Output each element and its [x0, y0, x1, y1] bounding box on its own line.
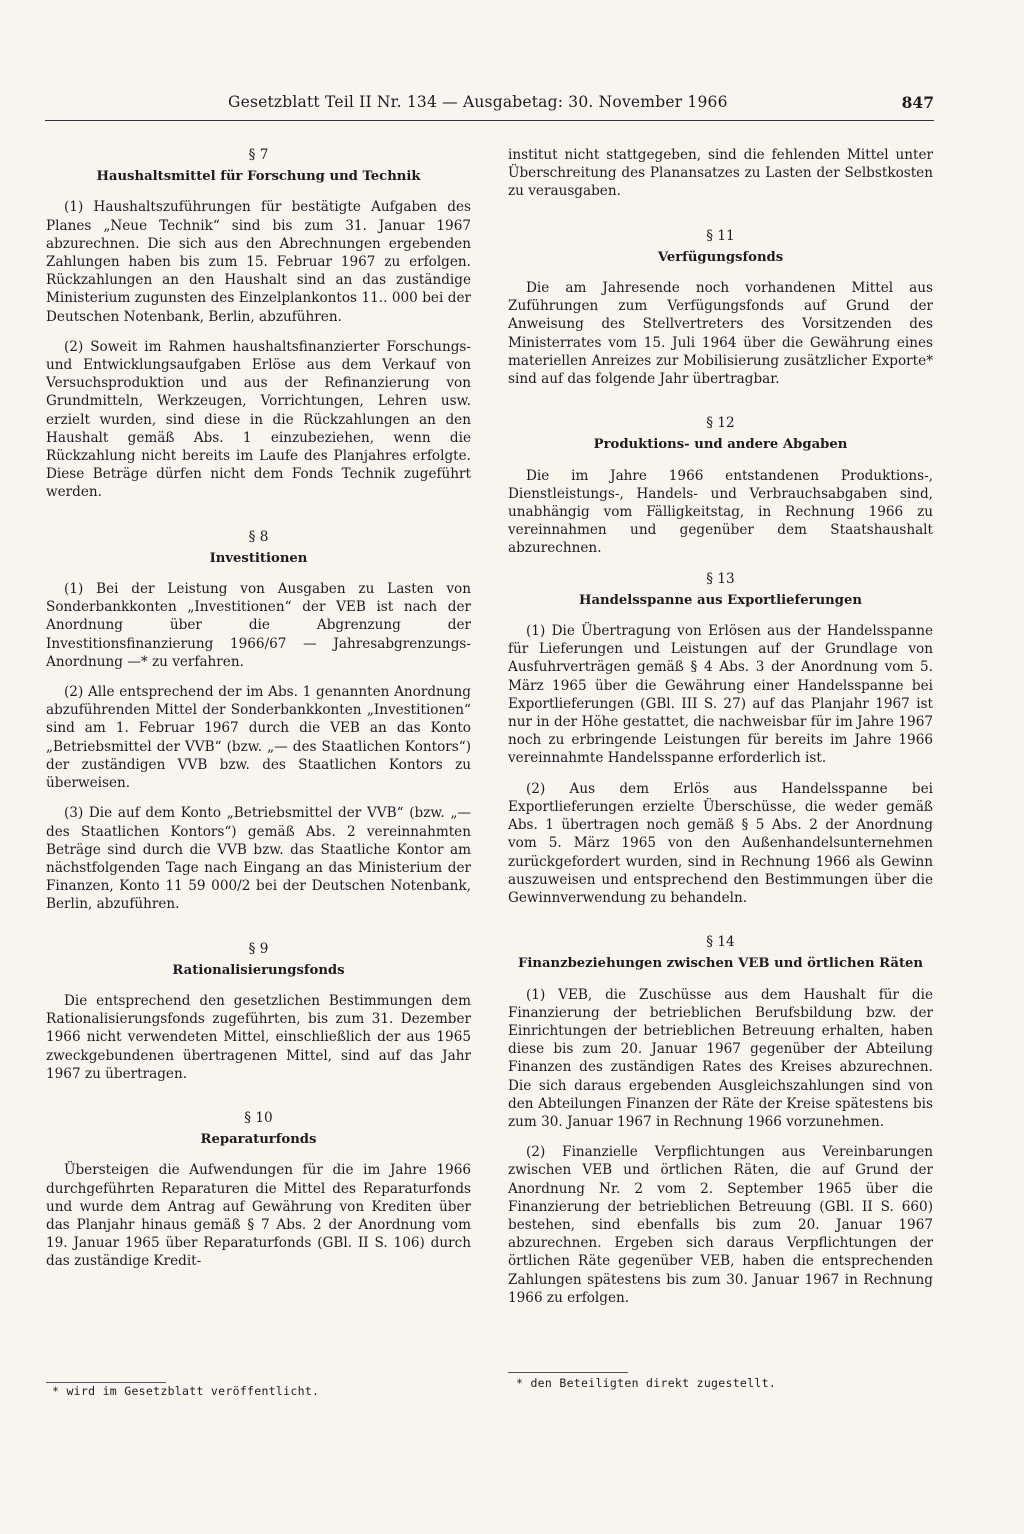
- section-11-paragraph-1: Die am Jahresende noch vorhandenen Mittel aus Zuführungen zum Verfügungsfonds auf Grund der Anweisung des Stellvertreters des Vorsitzenden des Ministerrates vom 15. Juli 1964 über die Gewährung eines materiellen Anreizes zur Mobilisierung zusätzlicher Exporte* sind auf das folgende Jahr übertragbar.: [508, 280, 933, 388]
- section-10-title: Reparaturfonds: [200, 1132, 317, 1148]
- section-12-number: § 12: [706, 415, 735, 432]
- section-14-paragraph-1: (1) VEB, die Zuschüsse aus dem Haushalt für die Finanzierung der betrieblichen Berufsbildung bzw. der Einrichtungen der betrieblichen Betreuung erhalten, haben diese bis zum 20. Januar 1967 gegenüber der Abteilung Finanzen des zuständigen Rates des Kreises abzurechnen. Die sich daraus ergebenden Ausgleichszahlungen sind von den Abteilungen Finanzen der Räte der Kreise spätestens bis zum 30. Januar 1967 in Rechnung 1966 vorzunehmen.: [508, 986, 933, 1130]
- right-column: [508, 146, 933, 1307]
- section-11-title: Verfügungsfonds: [657, 249, 784, 265]
- right-footnote: * den Beteiligten direkt zugestellt.: [516, 1376, 777, 1390]
- section-13-paragraph-2: (2) Aus dem Erlös aus Handelsspanne bei Exportlieferungen erzielte Überschüsse, die weder gemäß Abs. 1 übertragen noch gemäß § 5 Abs. 2 der Anordnung vom 5. März 1965 von den Außenhandelsunternehmen zurückgefordert wurden, sind in Rechnung 1966 als Gewinn auszuweisen und entsprechend den Bestimmungen über die Gewinnverwendung zu behandeln.: [508, 780, 933, 906]
- section-7-number: § 7: [248, 147, 269, 163]
- section-9-paragraph-1: Die entsprechend den gesetzlichen Bestimmungen dem Rationalisierungsfonds zugeführten, bis zum 31. Dezember 1966 nicht verwendeten Mittel, einschließlich der aus 1965 zweckgebundenen übertragenen Mittel, sind auf das Jahr 1967 zu übertragen.: [46, 992, 471, 1082]
- section-10-paragraph-1: Übersteigen die Aufwendungen für die im Jahre 1966 durchgeführten Reparaturen die Mittel des Reparaturfonds und wurde dem Antrag auf Gewährung von Krediten über das Planjahr hinaus gemäß § 7 Abs. 2 der Anordnung vom 19. Januar 1965 über Reparaturfonds (GBl. II S. 106) durch das zuständige Kredit-: [46, 1162, 471, 1270]
- page-header: [228, 93, 934, 119]
- section-9-number: § 9: [248, 940, 269, 957]
- right-footnote-rule: [508, 1372, 628, 1373]
- section-13-number: § 13: [706, 570, 735, 587]
- section-12-paragraph-1: Die im Jahre 1966 entstandenen Produktions-, Dienstleistungs-, Handels- und Verbrauchsabgaben sind, unabhängig vom Fälligkeitstag, in Rechnung 1966 zu vereinnahmen und gegenüber dem Staatshaushalt abzurechnen.: [508, 467, 933, 557]
- section-7-title: Haushaltsmittel für Forschung und Technik: [96, 169, 421, 185]
- continuation-paragraph: institut nicht stattgegeben, sind die fehlenden Mittel unter Überschreitung des Planansatzes zu Lasten der Selbstkosten zu verausgaben.: [508, 147, 933, 200]
- section-7-paragraph-2: (2) Soweit im Rahmen haushaltsfinanzierter Forschungs- und Entwicklungsaufgaben Erlöse aus dem Verkauf von Versuchsproduktion und aus der Refinanzierung von Grundmitteln, Werkzeugen, Vorrichtungen, Lehren usw. erzielt wurden, sind diese in die Rückzahlungen an den Haushalt gemäß Abs. 1 einzubeziehen, wenn die Rückzahlung nicht bereits im Laufe des Planjahres erfolgte. Diese Beträge dürfen nicht dem Fonds Technik zugeführt werden.: [46, 338, 471, 501]
- section-8-title: Investitionen: [209, 550, 308, 566]
- left-column: [46, 146, 471, 1271]
- section-8-paragraph-3: (3) Die auf dem Konto „Betriebsmittel der VVB“ (bzw. „— des Staatlichen Kontors“) gemäß Abs. 2 vereinnahmten Beträge sind durch die VVB bzw. das Staatliche Kontor am nächstfolgenden Tage nach Eingang an das Ministerium der Finanzen, Konto 11 59 000/2 bei der Deutschen Notenbank, Berlin, abzuführen.: [46, 805, 471, 913]
- section-11-number: § 11: [706, 227, 735, 244]
- page-number: 847: [901, 93, 934, 112]
- section-14-title: Finanzbeziehungen zwischen VEB und örtlichen Räten: [517, 956, 924, 972]
- section-10-number: § 10: [244, 1109, 273, 1126]
- section-14-number: § 14: [706, 934, 735, 951]
- section-14-paragraph-2: (2) Finanzielle Verpflichtungen aus Vereinbarungen zwischen VEB und örtlichen Räten, die auf Grund der Anordnung Nr. 2 vom 2. September 1965 über die Finanzierung der betrieblichen Betreuung (GBl. II S. 660) bestehen, sind ebenfalls bis zum 20. Januar 1967 abzurechnen. Ergeben sich daraus Verpflichtungen der örtlichen Räte gegenüber VEB, haben die entsprechenden Zahlungen spätestens bis zum 30. Januar 1967 in Rechnung 1966 zu erfolgen.: [508, 1144, 933, 1306]
- section-12-title: Produktions- und andere Abgaben: [593, 437, 848, 453]
- left-footnote: * wird im Gesetzblatt veröffentlicht.: [52, 1384, 320, 1398]
- left-footnote-rule: [46, 1382, 166, 1383]
- header-title: Gesetzblatt Teil II Nr. 134 — Ausgabetag: 30. November 1966: [228, 93, 728, 111]
- section-9-title: Rationalisierungsfonds: [172, 962, 345, 978]
- section-13-title: Handelsspanne aus Exportlieferungen: [579, 592, 862, 608]
- section-7-paragraph-1: (1) Haushaltszuführungen für bestätigte Aufgaben des Planes „Neue Technik“ sind bis zum 31. Januar 1967 abzurechnen. Die sich aus den Abrechnungen ergebenden Zahlungen haben bis zum 15. Februar 1967 zu erfolgen. Rückzahlungen an den Haushalt sind an das zuständige Ministerium zugunsten des Einzelplankontos 11.. 000 bei der Deutschen Notenbank, Berlin, abzuführen.: [46, 199, 471, 325]
- section-8-paragraph-1: (1) Bei der Leistung von Ausgaben zu Lasten von Sonderbankkonten „Investitionen“ der VEB ist nach der Anordnung über die Abgrenzung der Investitionsfinanzierung 1966/67 — Jahresabgrenzungs-Anordnung —* zu verfahren.: [46, 581, 471, 670]
- section-8-number: § 8: [248, 528, 269, 545]
- section-8-paragraph-2: (2) Alle entsprechend der im Abs. 1 genannten Anordnung abzuführenden Mittel der Sonderbankkonten „Investitionen“ sind am 1. Februar 1967 durch die VEB an das Konto „Betriebsmittel der VVB“ (bzw. „— des Staatlichen Kontors“) der zuständigen VVB bzw. des Staatlichen Kontors zu überweisen.: [46, 684, 471, 792]
- header-rule: [45, 120, 934, 121]
- section-13-paragraph-1: (1) Die Übertragung von Erlösen aus der Handelsspanne für Lieferungen und Leistungen auf der Grundlage von Ausfuhrverträgen gemäß § 4 Abs. 3 der Anordnung vom 5. März 1965 über die Gewährung einer Handelsspanne bei Exportlieferungen (GBl. III S. 27) auf das Planjahr 1967 ist nur in der Höhe gestattet, die nachweisbar für im Jahre 1967 noch zu erbringende Leistungen für bereits im Jahre 1966 vereinnahmte Handelsspanne erforderlich ist.: [508, 623, 933, 767]
